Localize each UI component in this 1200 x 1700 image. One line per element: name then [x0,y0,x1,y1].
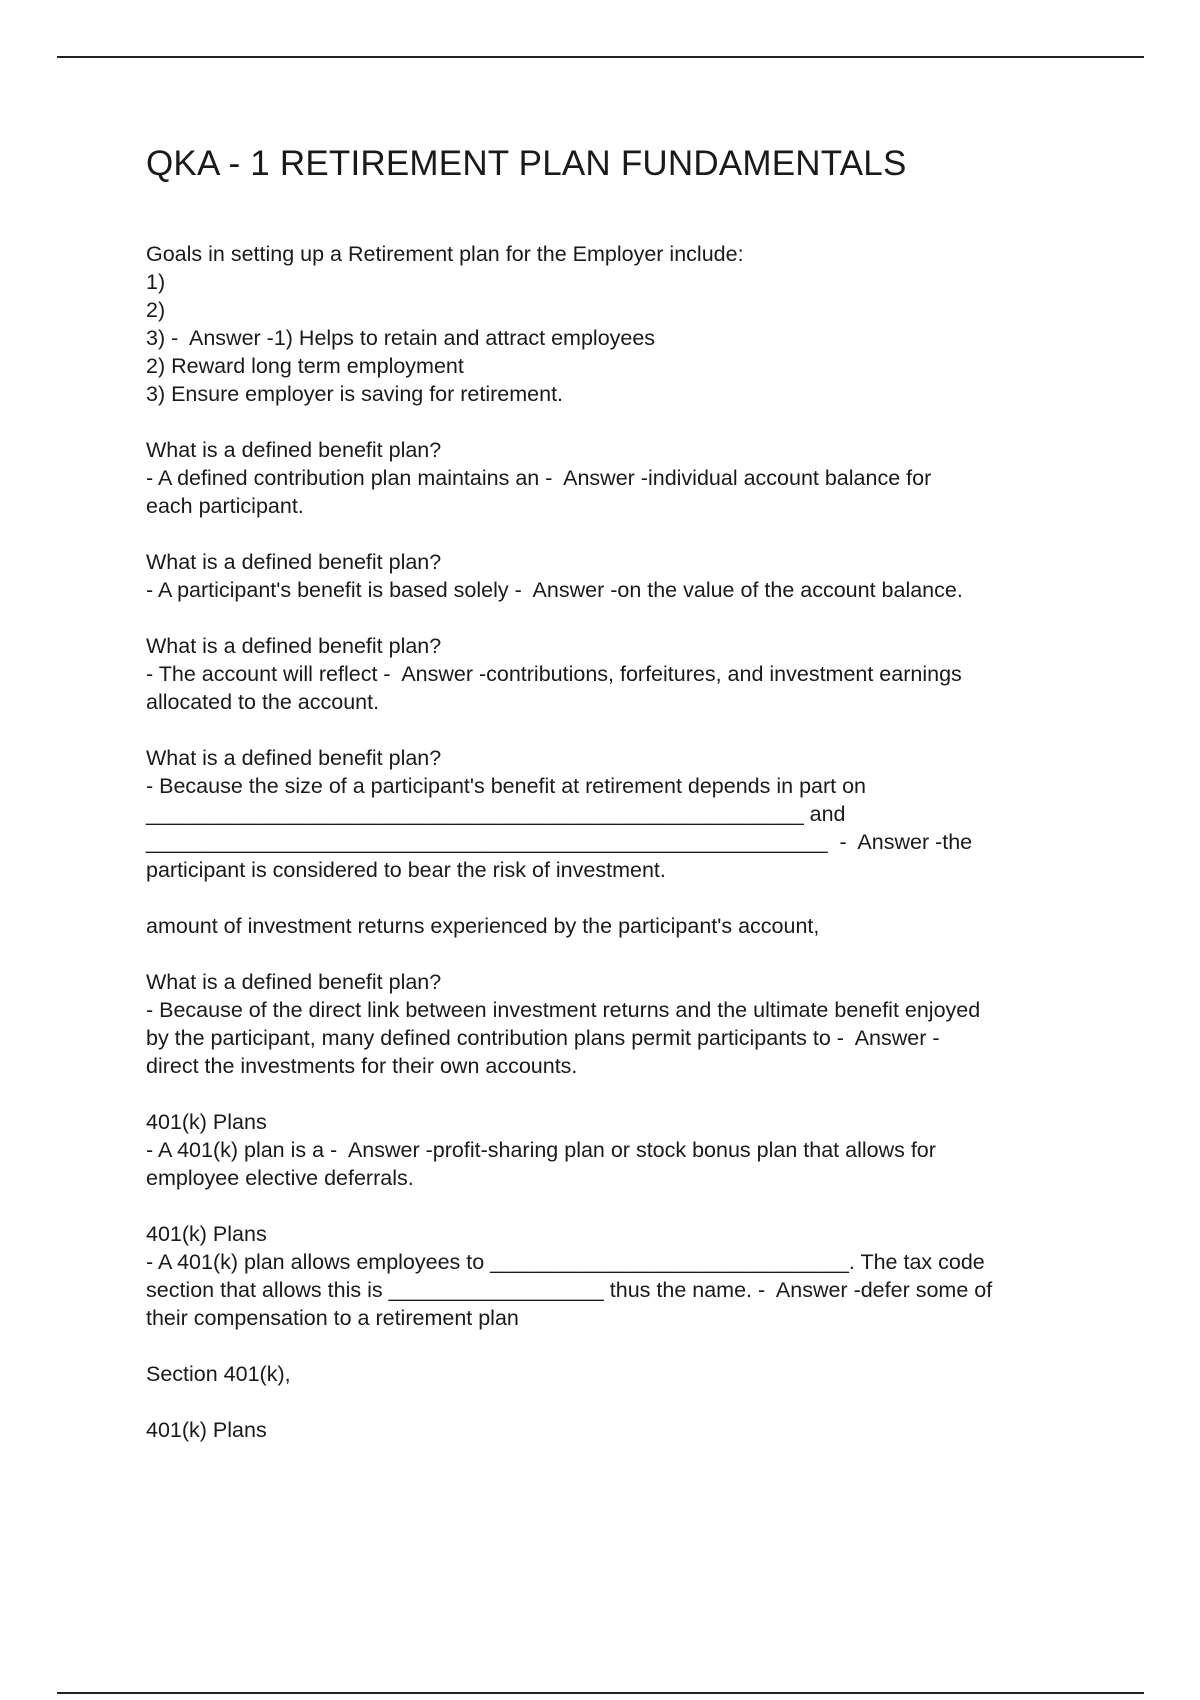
text-line: employee elective deferrals. [146,1166,414,1190]
text-line: What is a defined benefit plan? [146,970,442,994]
text-line: - A 401(k) plan is a - Answer -profit-sharing plan or stock bonus plan that allows for [146,1138,936,1162]
text-line: - A 401(k) plan allows employees to ______________________________. The tax code [146,1250,985,1274]
text-line: - A defined contribution plan maintains an - Answer -individual account balance for [146,466,932,490]
text-line: section that allows this is __________________ thus the name. - Answer -defer some of [146,1278,993,1302]
text-line: Goals in setting up a Retirement plan for the Employer include: [146,242,744,266]
text-line: What is a defined benefit plan? [146,634,442,658]
text-line: 1) [146,270,166,294]
qa-block [146,744,1106,884]
qa-block [146,1108,1106,1192]
text-line: their compensation to a retirement plan [146,1306,519,1330]
text-line: What is a defined benefit plan? [146,746,442,770]
text-line: by the participant, many defined contribution plans permit participants to - Answer - [146,1026,940,1050]
qa-block [146,1416,1106,1444]
text-line: - The account will reflect - Answer -contributions, forfeitures, and investment earnings [146,662,962,686]
qa-block [146,1220,1106,1332]
qa-block [146,632,1106,716]
text-line: participant is considered to bear the risk of investment. [146,858,666,882]
text-line: - Because the size of a participant's benefit at retirement depends in part on [146,774,866,798]
text-line: - A participant's benefit is based solely - Answer -on the value of the account balance. [146,578,963,602]
qa-block [146,1360,1106,1388]
text-line: 401(k) Plans [146,1222,267,1246]
document-body [146,240,1106,1444]
top-rule [57,56,1144,58]
bottom-rule [57,1692,1144,1694]
text-line: 401(k) Plans [146,1110,267,1134]
text-line: Section 401(k), [146,1362,291,1386]
text-line: 3) Ensure employer is saving for retirement. [146,382,564,406]
document-page [146,140,1106,1472]
text-line: allocated to the account. [146,690,380,714]
qa-block [146,968,1106,1080]
text-line: 3) - Answer -1) Helps to retain and attract employees [146,326,656,350]
qa-block [146,912,1106,940]
qa-block [146,240,1106,408]
qa-block [146,548,1106,604]
text-line: What is a defined benefit plan? [146,438,442,462]
text-line: 2) [146,298,166,322]
text-line: 401(k) Plans [146,1418,267,1442]
text-line: What is a defined benefit plan? [146,550,442,574]
document-title: QKA - 1 RETIREMENT PLAN FUNDAMENTALS [146,144,907,183]
text-line: each participant. [146,494,304,518]
text-line: 2) Reward long term employment [146,354,464,378]
text-line: direct the investments for their own accounts. [146,1054,578,1078]
text-line: _______________________________________________________ and [146,802,846,826]
text-line: - Because of the direct link between investment returns and the ultimate benefit enjoyed [146,998,981,1022]
text-line: _________________________________________________________ - Answer -the [146,830,973,854]
text-line: amount of investment returns experienced by the participant's account, [146,914,820,938]
qa-block [146,436,1106,520]
